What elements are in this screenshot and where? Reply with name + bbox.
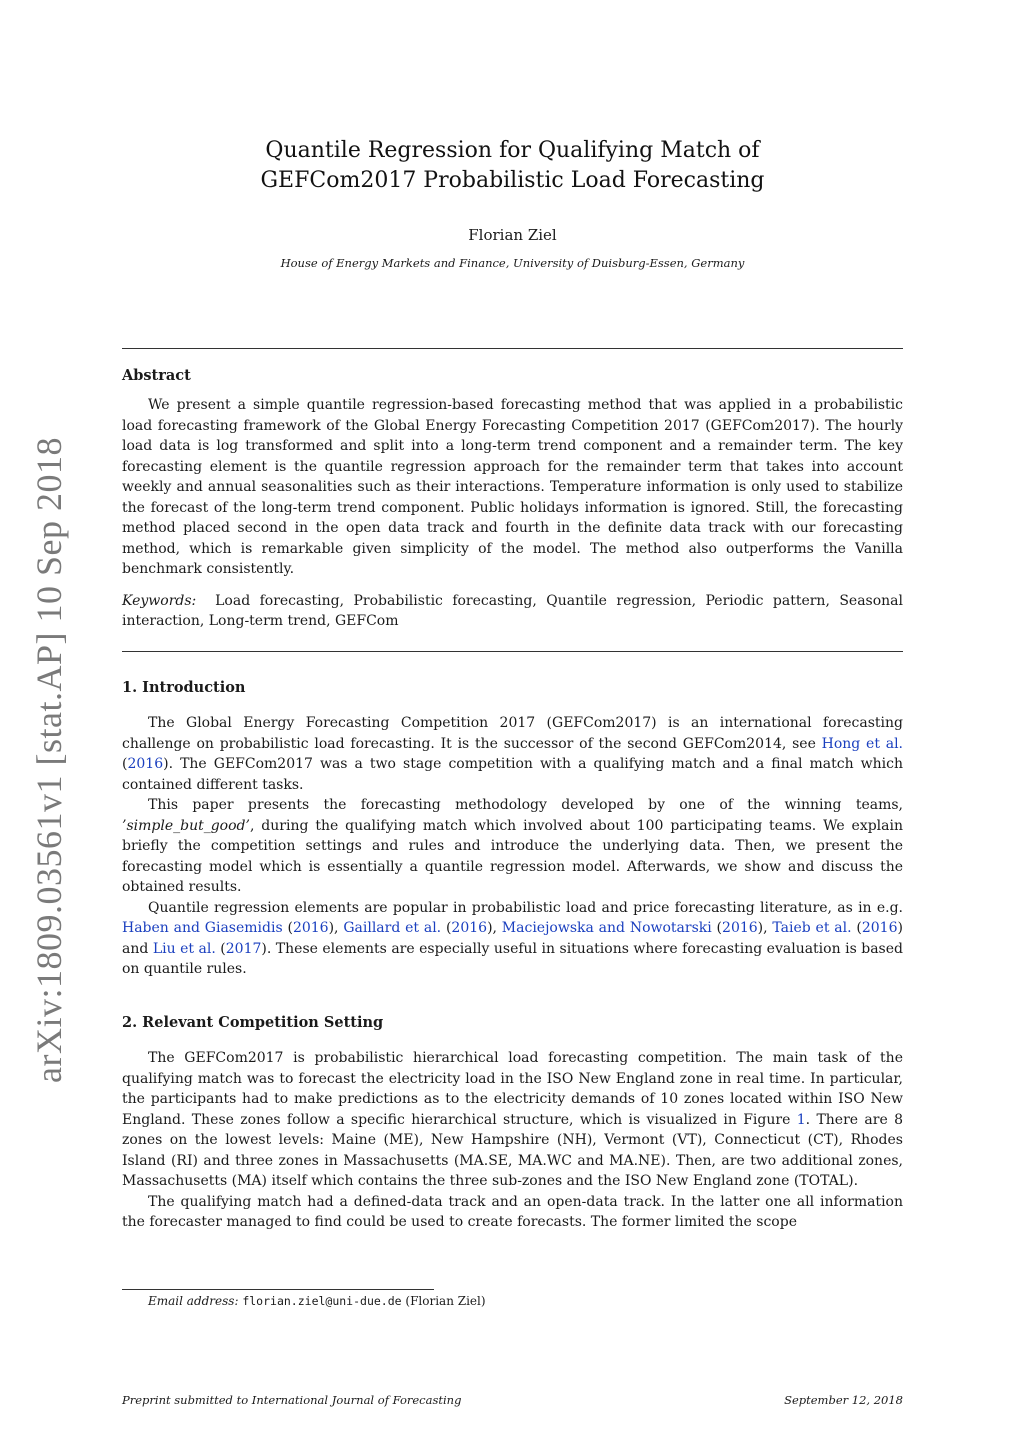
citation-link[interactable]: Gaillard et al. <box>343 920 442 936</box>
intro-paragraph-2 <box>122 795 903 898</box>
footer-date: September 12, 2018 <box>784 1393 903 1407</box>
text-run: . There are 8 zones on the lowest levels: Maine (ME), New Hampshire (NH), Vermont (VT), Connecticut (CT), Rhodes Island (RI) and three zones in Massachusetts (MA.SE, MA.WC and MA.NE). Then, are two additional zones, Massachusetts (MA) itself which contains the three sub-zones and the ISO New England zone (TOTAL). <box>122 1111 903 1189</box>
competition-paragraph-1 <box>122 1048 903 1192</box>
citation-year-link[interactable]: 2016 <box>127 756 164 772</box>
abstract-bottom-rule <box>122 651 903 652</box>
title-line-1: Quantile Regression for Qualifying Match of <box>265 138 760 163</box>
keywords-list: Load forecasting, Probabilistic forecasting, Quantile regression, Periodic pattern, Seasonal interaction, Long-term trend, GEFCom <box>122 592 904 629</box>
text-run: ( <box>122 756 128 772</box>
title-line-2: GEFCom2017 Probabilistic Load Forecasting <box>260 168 765 193</box>
text-run: The GEFCom2017 is probabilistic hierarchical load forecasting competition. The main task of the qualifying match was to forecast the electricity load in the ISO New England zone in real time. In particular, the participants had to make predictions as to the electricity demands of 10 zones located within ISO New England. These zones follow a specific hierarchical structure, which is visualized in Figure <box>122 1050 903 1128</box>
abstract-heading: Abstract <box>122 367 191 384</box>
text-run: , during the qualifying match which involved about 100 participating teams. We explain briefly the competition settings and rules and introduce the underlying data. Then, we present the forecasting model which is essentially a quantile regression model. Afterwards, we show and discuss the obtained results. <box>122 817 903 895</box>
citation-link[interactable]: Hong et al. <box>821 735 904 752</box>
paper-title <box>122 136 903 196</box>
citation-year-link[interactable]: 2016 <box>861 920 898 936</box>
citation-link[interactable]: Maciejowska and Nowotarski <box>501 920 712 936</box>
footnote-label: Email address: <box>148 1294 239 1308</box>
preprint-note: Preprint submitted to International Journal of Forecasting <box>122 1393 462 1407</box>
abstract-top-rule <box>122 348 903 349</box>
section-competition-setting <box>122 1014 903 1233</box>
keywords-label: Keywords: <box>122 592 197 609</box>
citation-link[interactable]: Taieb et al. <box>772 920 852 936</box>
footnote <box>148 1294 486 1308</box>
text-run: . These elements are especially useful in situations where forecasting evaluation is based on quantile rules. <box>122 940 903 977</box>
text-run: The Global Energy Forecasting Competition 2017 (GEFCom2017) is an international forecasting challenge on probabilistic load forecasting. It is the successor of the second GEFCom2014, see <box>122 715 903 752</box>
abstract-text: We present a simple quantile regression-based forecasting method that was applied in a probabilistic load forecasting framework of the Global Energy Forecasting Competition 2017 (GEFCom2017). The hourly load data is log transformed and split into a long-term trend component and a remainder term. The key forecasting element is the quantile regression approach for the remainder term that takes into account weekly and annual seasonalities such as their interactions. Temperature information is only used to stabilize the forecast of the long-term trend component. Public holidays information is ignored. Still, the forecasting method placed second in the open data track and fourth in the definite data track with our forecasting method, which is remarkable given simplicity of the model. The method also outperforms the Vanilla benchmark consistently. <box>122 397 903 577</box>
citation-year-link[interactable]: 2017 <box>225 940 262 957</box>
text-run: and <box>122 940 153 957</box>
footnote-author: (Florian Ziel) <box>405 1294 486 1308</box>
footnote-rule <box>122 1289 434 1290</box>
text-run: ). The GEFCom2017 was a two stage competition with a qualifying match and a final match which contained different tasks. <box>122 756 903 793</box>
text-run: Quantile regression elements are popular in probabilistic load and price forecasting literature, as in e.g. <box>148 899 903 916</box>
citation-year-link[interactable]: 2016 <box>451 920 488 936</box>
intro-paragraph-1 <box>122 713 903 795</box>
arxiv-identifier-text: arXiv:1809.03561v1 [stat.AP] 10 Sep 2018 <box>29 437 69 1083</box>
section-introduction <box>122 679 903 980</box>
team-name: ’simple_but_good’ <box>122 817 250 834</box>
citation-year-link[interactable]: 2016 <box>722 920 758 936</box>
section-heading-introduction: 1. Introduction <box>122 679 246 696</box>
arxiv-identifier-stamp <box>24 437 74 1083</box>
intro-paragraph-3: Quantile regression elements are popular in probabilistic load and price forecasting literature, as in e.g. Haben and Giasemidis (2016), Gaillard et al. (2016), Maciejowska and Nowotarski (2016), Taieb et al. (2016) and Liu et al. (2017). These elements are especially useful in situations where forecasting evaluation is based on quantile rules. <box>122 899 903 977</box>
section-heading-competition: 2. Relevant Competition Setting <box>122 1014 384 1031</box>
author-name: Florian Ziel <box>468 226 557 244</box>
figure-reference-link[interactable]: 1 <box>796 1111 806 1128</box>
competition-paragraph-2: The qualifying match had a defined-data track and an open-data track. In the latter one all information the forecaster managed to find could be used to create forecasts. The former limited the scope <box>122 1193 903 1230</box>
abstract-section <box>122 367 903 632</box>
author-email[interactable]: florian.ziel@uni-due.de <box>242 1294 402 1308</box>
author-affiliation: House of Energy Markets and Finance, University of Duisburg-Essen, Germany <box>280 256 745 270</box>
citation-link[interactable]: Liu et al. <box>152 940 216 957</box>
keywords-paragraph <box>122 591 903 632</box>
citation-link[interactable]: Haben and Giasemidis <box>122 920 283 936</box>
citation-year-link[interactable]: 2016 <box>292 920 329 936</box>
text-run: This paper presents the forecasting methodology developed by one of the winning teams, <box>148 797 903 813</box>
